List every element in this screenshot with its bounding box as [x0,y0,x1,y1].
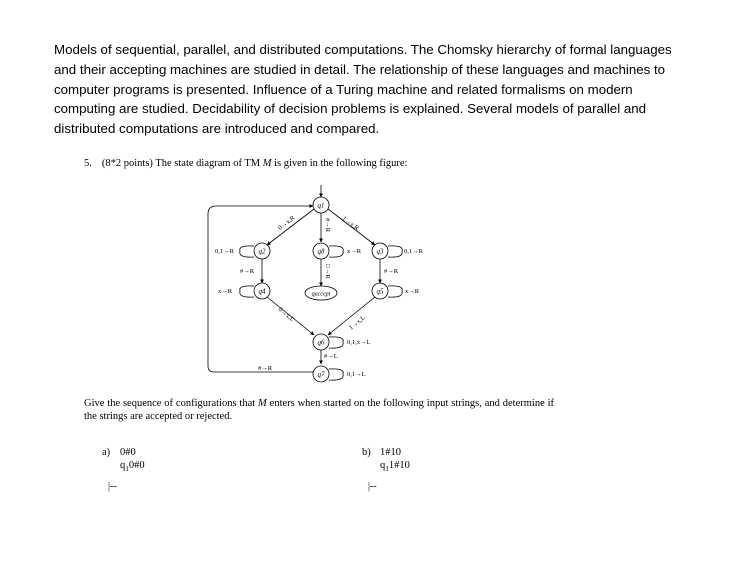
part-b-config-sub: 1 [385,464,389,474]
state-q2-label: q2 [258,247,266,256]
part-a-input: 0#0 [120,447,136,458]
loop-q7 [329,369,343,380]
label-q3-loop: 0,1→R [404,248,423,255]
part-b-config-state: q [380,460,386,471]
state-q4-label: q4 [258,287,266,296]
question-header [84,158,407,169]
label-q3-q5: #→R [384,268,399,275]
loop-q5 [388,286,402,297]
state-q6-label: q6 [317,338,325,347]
part-b-config-tape: 1#10 [388,460,410,471]
state-accept-label: qaccept [311,291,331,298]
label-q7-loop: 0,1→L [347,371,366,378]
instructions [84,397,554,423]
label-q4-q6: 0→x,L [276,306,296,324]
machine-symbol: M [262,158,272,169]
part-b-turnstile: |-- [368,481,377,493]
label-q6-loop: 0,1,x→L [347,339,371,346]
part-b-input: 1#10 [380,447,401,458]
part-a-config [102,459,145,475]
label-q7-q1: #→R [258,365,273,372]
part-b-label: b) [362,447,371,458]
label-q8-accept: □→R [324,264,331,279]
part-a-config-tape: 0#0 [128,460,145,471]
label-q5-q6: 1→x,L [347,314,367,332]
label-q6-q7: #→L [324,353,338,360]
label-q4-loop: x→R [218,288,233,295]
loop-q8 [329,246,343,257]
part-a-config-state: q [120,460,126,471]
state-q1-label: q1 [317,201,325,210]
part-a-config-sub: 1 [125,464,129,474]
state-q8-label: q8 [317,247,325,256]
edge-q1-q2 [267,209,314,245]
loop-q2 [240,246,254,257]
state-q5-label: q5 [376,287,384,296]
label-q2-loop: 0,1→R [215,248,234,255]
instructions-pre: Give the sequence of configurations that [84,398,259,409]
course-description: Models of sequential, parallel, and distributed computations. The Chomsky hierarchy of formal languages and their accepting machines are studied in detail. The relationship of these languages and machines to computer programs is presented. Influence of a Turing machine and related formalisms on modern computing are studied. Decidability of decision problems is explained. Several models of parallel and distributed computations are introduced and compared. [54,42,672,137]
part-b-config [362,459,410,475]
part-a-turnstile: |-- [108,481,117,493]
instructions-machine: M [258,398,267,409]
part-b [362,446,410,493]
loop-q4 [240,286,254,297]
state-q7-label: q7 [317,370,325,379]
question-number: 5. [84,158,92,169]
label-q1-q8: #→R [324,218,331,233]
label-q2-q4: #→R [240,268,255,275]
part-a [102,446,145,493]
label-q5-loop: x→R [405,288,420,295]
question-text-pre: (8*2 points) The state diagram of TM [101,158,263,169]
label-q8-loop: x→R [347,248,362,255]
label-q1-q2: 0→x,R [276,214,297,232]
label-q1-q3: 1→x,R [340,215,361,233]
part-a-label: a) [102,447,111,458]
tm-state-diagram [200,182,440,392]
question-text-post: is given in the following figure: [271,158,408,169]
instructions-post: enters when started on the following input strings, and determine if the strings are accepted or rejected. [84,398,555,422]
state-q3-label: q3 [376,247,384,256]
loop-q6 [329,337,343,348]
loop-q3 [388,246,402,257]
